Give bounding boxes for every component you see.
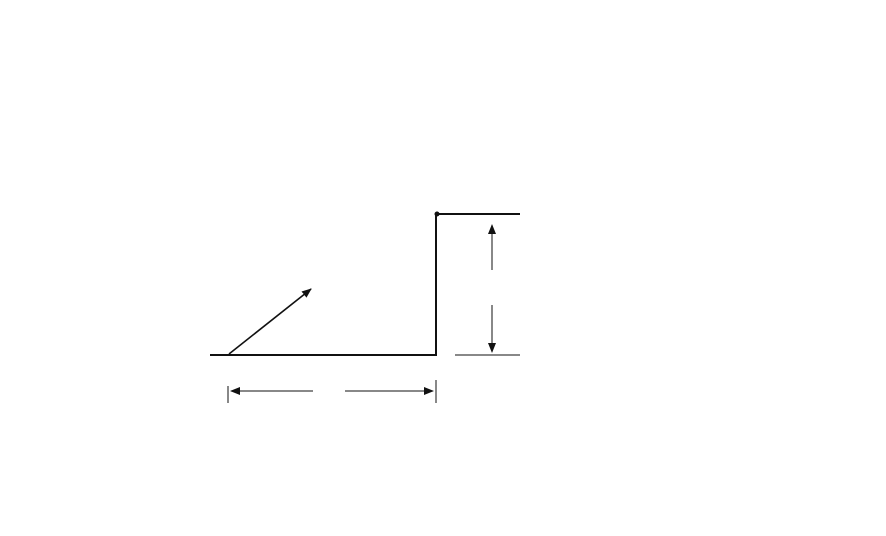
distance-dimension [228,380,436,403]
point-c-marker [435,212,440,217]
height-dimension [455,225,520,355]
velocity-arrow [229,289,311,354]
